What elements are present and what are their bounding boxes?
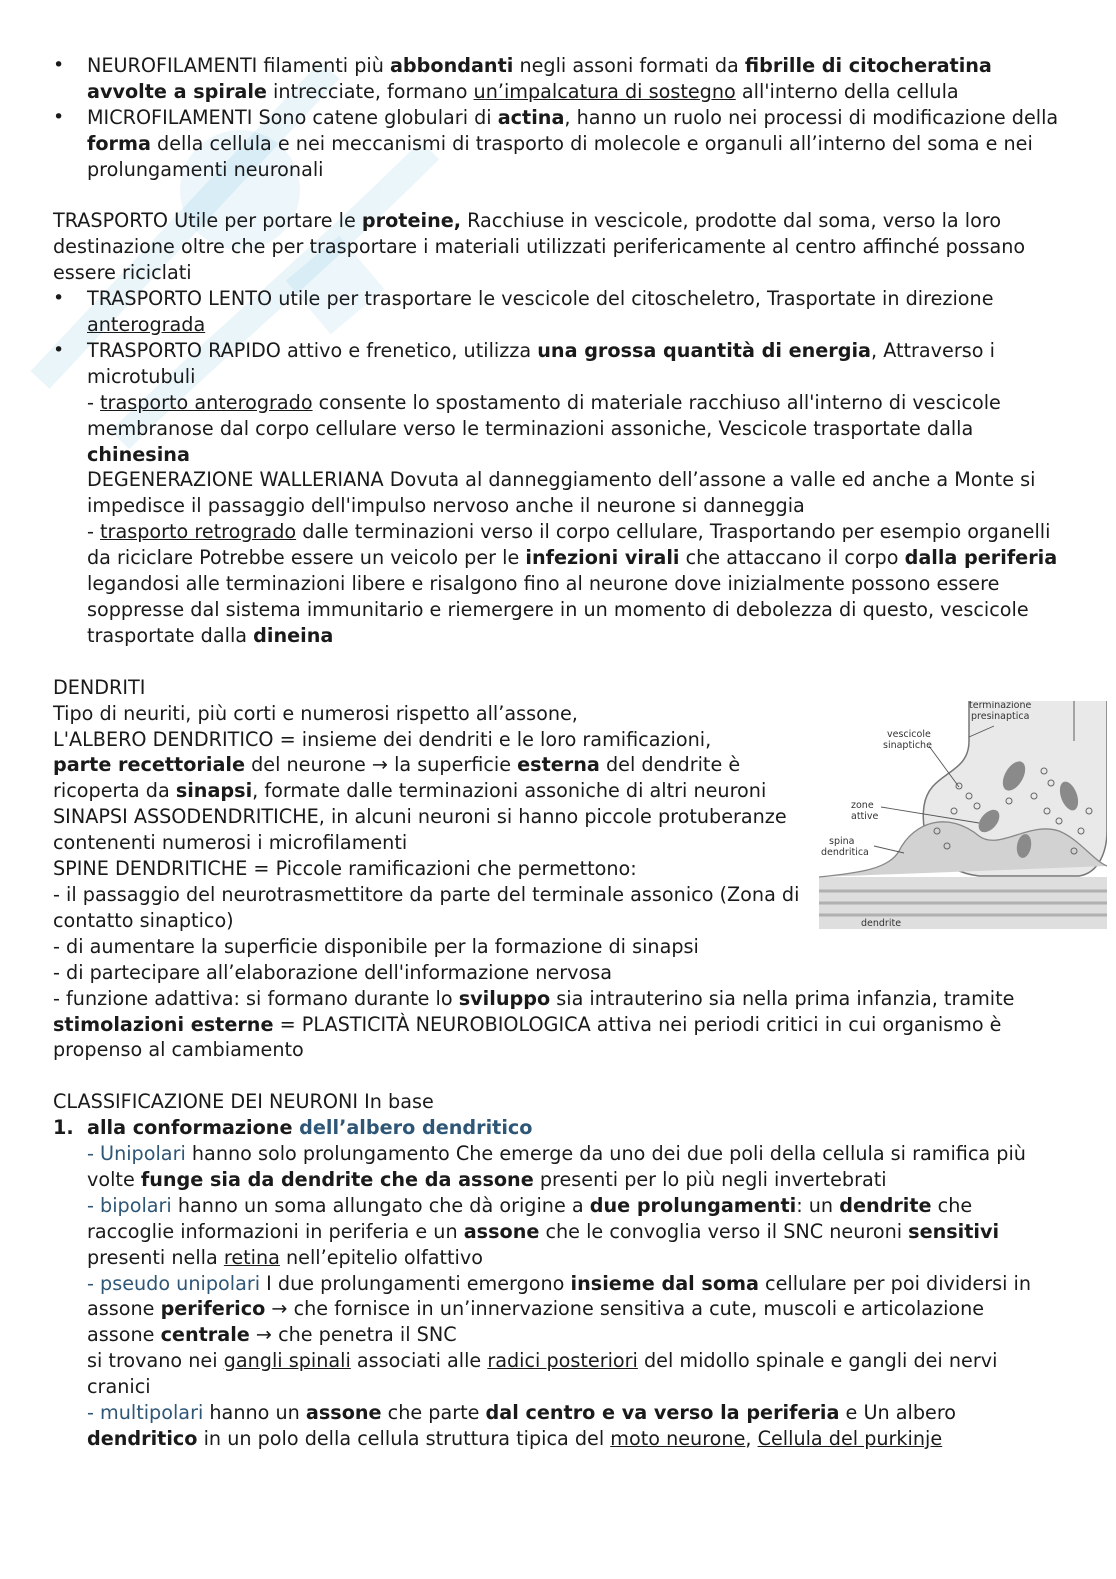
label-attive: attive [851, 810, 879, 822]
text-run: DENDRITI [53, 675, 146, 699]
text-run: - [87, 520, 101, 544]
bold-text: dalla periferia [904, 546, 1058, 570]
paragraph-line [53, 727, 813, 753]
text-run: che le convoglia verso il SNC neuroni [539, 1219, 909, 1243]
bold-text: funge sia da dendrite che da assone [140, 1167, 534, 1191]
classificazione-section [53, 1089, 1063, 1452]
trasporto-list [53, 286, 1063, 649]
dendriti-section [53, 675, 1063, 1064]
bold-text: due prolungamenti [589, 1193, 797, 1217]
gangli-spinali [53, 1348, 1063, 1400]
text-run: → che penetra il SNC [249, 1323, 457, 1347]
underlined-text: un’impalcatura di sostegno [473, 79, 736, 103]
bold-text: dendrite [839, 1193, 932, 1217]
text-run: legandosi alle terminazioni libere e risalgono fino al neurone dove inizialmente possono essere soppresse dal sistema immunitario e riemergere in un momento di debolezza di questo, vescicole trasportate dalla [87, 572, 1029, 647]
text-run: TRASPORTO RAPIDO attivo e frenetico, utilizza [87, 338, 538, 362]
underlined-text: moto neurone [610, 1426, 746, 1450]
label-spina: spina [829, 835, 855, 847]
text-run: della cellula e nei meccanismi di trasporto di molecole e organuli all’interno del soma e nei prolungamenti neuronali [87, 131, 1033, 181]
synapse-diagram [819, 701, 1107, 937]
underlined-text: Cellula del purkinje [757, 1426, 943, 1450]
list-item [53, 338, 1063, 649]
unipolari [53, 1141, 1063, 1193]
paragraph-line [53, 960, 1063, 986]
underlined-text: radici posteriori [487, 1349, 638, 1373]
text-run: , formate dalle terminazioni assoniche di altri neuroni SINAPSI ASSODENDRITICHE, in alcuni neuroni si hanno piccole protuberanze contenenti numerosi i microfilamenti [53, 779, 787, 855]
text-run: Tipo di neuriti, più corti e numerosi rispetto all’assone, [53, 701, 578, 725]
assone-periferico [53, 1296, 1063, 1322]
label-terminazione: terminazione [969, 700, 1032, 711]
text-run: - di aumentare la superficie disponibile per la formazione di sinapsi [53, 934, 699, 958]
text-run: TRASPORTO Utile per portare le [53, 209, 362, 233]
text-run: assone [87, 1323, 161, 1347]
bold-text: assone [305, 1401, 382, 1425]
text-run: all'interno della cellula [735, 79, 959, 103]
bold-text: fibrille di citocheratina avvolte a spirale [87, 54, 992, 103]
text-run: - bipolari [87, 1193, 172, 1217]
item-title-blue: dell’albero dendritico [299, 1116, 533, 1140]
text-run: del dendrite è ricoperta da [53, 753, 741, 803]
list-item [53, 53, 1063, 105]
cytoskeleton-list [53, 53, 1063, 183]
paragraph-line [53, 752, 813, 856]
bold-text: dal centro e va verso la periferia [485, 1401, 840, 1425]
text-run: , [745, 1426, 758, 1450]
text-run: cellulare per poi dividersi in [758, 1271, 1031, 1295]
item-number: 1. [53, 1116, 74, 1140]
text-run: che raccoglie informazioni in periferia e un [87, 1193, 973, 1243]
text-run: , Attraverso i microtubuli [87, 338, 995, 388]
text-run: del midollo spinale e gangli dei nervi cranici [87, 1349, 998, 1399]
text-run: NEUROFILAMENTI filamenti più [87, 54, 390, 77]
text-run: hanno solo prolungamento Che emerge da uno dei due poli della cellula si ramifica più volte [87, 1142, 1026, 1191]
label-vescicole: vescicole [887, 728, 931, 740]
text-run: - di partecipare all’elaborazione dell'informazione nervosa [53, 960, 612, 984]
text-run: - [87, 390, 101, 414]
text-run: che parte [381, 1401, 486, 1425]
trasporto-rapido [87, 338, 1063, 390]
bold-text: chinesina [87, 442, 190, 466]
bold-text: assone [463, 1219, 540, 1243]
text-run: I due prolungamenti emergono [260, 1271, 571, 1295]
text-run: - il passaggio del neurotrasmettitore da parte del terminale assonico (Zona di contatto sinaptico) [53, 882, 800, 932]
bold-text: dendritico [87, 1426, 198, 1450]
text-run: - multipolari [87, 1401, 204, 1425]
text-run: che attaccano il corpo [679, 546, 905, 570]
text-run: hanno un [203, 1401, 306, 1425]
bold-text: dineina [253, 623, 334, 647]
bold-text: periferico [160, 1297, 266, 1321]
item-title: alla conformazione [87, 1116, 300, 1140]
bold-text: sviluppo [458, 986, 551, 1010]
underlined-text: trasporto anterogrado [100, 390, 313, 414]
text-run: DEGENERAZIONE WALLERIANA Dovuta al danneggiamento dell’assone a valle ed anche a Monte si impedisce il passaggio dell'impulso nervoso anche il neurone si danneggia [87, 468, 1036, 518]
text-run: dalle terminazioni verso il corpo cellulare, Trasportando per esempio organelli da riciclare Potrebbe essere un veicolo per le [87, 520, 1051, 570]
paragraph-line [53, 856, 813, 882]
text-run: del neurone → la superficie [244, 753, 518, 777]
text-run: , hanno un ruolo nei processi di modificazione della [564, 105, 1059, 129]
list-item [53, 286, 1063, 338]
text-run: : un [796, 1193, 840, 1217]
paragraph-line [53, 701, 813, 727]
text-run: - pseudo unipolari [87, 1271, 261, 1295]
underlined-text: gangli spinali [223, 1349, 351, 1373]
section-heading: CLASSIFICAZIONE DEI NEURONI In base [53, 1090, 434, 1114]
bold-text: proteine, [361, 209, 462, 233]
text-run: MICROFILAMENTI Sono catene globulari di [87, 105, 498, 129]
numbered-item [53, 1115, 1063, 1141]
text-run: in un polo della cellula struttura tipica del [197, 1426, 611, 1450]
label-presinaptica: presinaptica [971, 710, 1030, 722]
text-run: sia intrauterino sia nella prima infanzia, tramite [550, 986, 1015, 1010]
degenerazione-walleriana [87, 467, 1063, 519]
text-run: negli assoni formati da [513, 54, 745, 77]
document-page [53, 53, 1063, 1452]
trasporto-intro [53, 208, 1063, 286]
underlined-text: trasporto retrogrado [100, 520, 297, 544]
bold-text: centrale [160, 1323, 250, 1347]
text-run: consente lo spostamento di materiale racchiuso all'interno di vescicole membranose dal corpo cellulare verso le terminazioni assoniche, Vescicole trasportate dalla [87, 390, 1001, 440]
bold-text: abbondanti [389, 54, 514, 77]
underlined-text: retina [223, 1245, 280, 1269]
bold-text: actina [497, 105, 565, 129]
list-item [53, 105, 1063, 183]
trasporto-retrogrado [87, 519, 1063, 649]
section-heading [53, 675, 813, 701]
text-run: → che fornisce in un’innervazione sensitiva a cute, muscoli e articolazione [265, 1297, 985, 1321]
bipolari [53, 1193, 1063, 1271]
bold-text: insieme dal soma [570, 1271, 759, 1295]
text-run: L'ALBERO DENDRITICO = insieme dei dendriti e le loro ramificazioni, [53, 727, 712, 751]
underlined-text: anterograda [87, 313, 206, 337]
text-run: presenti per lo più negli invertebrati [533, 1167, 887, 1191]
paragraph-line [53, 934, 1063, 960]
label-zone: zone [851, 799, 874, 811]
bold-text: stimolazioni esterne [53, 1012, 274, 1036]
text-run: presenti nella [87, 1245, 224, 1269]
bold-text: sinapsi [175, 779, 253, 803]
bold-text: sensitivi [908, 1219, 1000, 1243]
bold-text: parte recettoriale [53, 753, 245, 777]
text-run: TRASPORTO LENTO utile per trasportare le vescicole del citoscheletro, Trasportate in direzione [87, 287, 994, 311]
paragraph-line [53, 986, 1063, 1064]
label-dendrite: dendrite [861, 917, 902, 929]
synapse-figure [819, 701, 1107, 937]
paragraph-line [53, 882, 813, 934]
assone-centrale [53, 1322, 1063, 1348]
text-run: assone [87, 1297, 161, 1321]
text-run: intrecciate, formano [266, 79, 474, 103]
multipolari [53, 1400, 1063, 1452]
text-run: SPINE DENDRITICHE = Piccole ramificazioni che permettono: [53, 857, 637, 881]
text-run: si trovano nei [87, 1349, 224, 1373]
trasporto-anterogrado [87, 390, 1063, 468]
text-run: - Unipolari [87, 1142, 186, 1166]
label-dendritica: dendritica [821, 846, 869, 858]
text-run: Racchiuse in vescicole, prodotte dal soma, verso la loro destinazione oltre che per trasportare i materiali utilizzati perifericamente al centro affinché possano essere riciclati [53, 209, 1026, 285]
bold-text: forma [87, 131, 151, 155]
text-run: hanno un soma allungato che dà origine a [171, 1193, 590, 1217]
pseudo-unipolari [53, 1271, 1063, 1297]
bold-text: esterna [517, 753, 600, 777]
text-run: associati alle [350, 1349, 488, 1373]
text-run: nell’epitelio olfattivo [279, 1245, 483, 1269]
bold-text: una grossa quantità di energia [537, 338, 871, 362]
text-run: e Un albero [839, 1401, 957, 1425]
bold-text: infezioni virali [525, 546, 680, 570]
label-sinaptiche: sinaptiche [883, 739, 932, 751]
text-run: = PLASTICITÀ NEUROBIOLOGICA attiva nei periodi critici in cui organismo è propenso al cambiamento [53, 1012, 1002, 1062]
text-run: - funzione adattiva: si formano durante lo [53, 986, 459, 1010]
